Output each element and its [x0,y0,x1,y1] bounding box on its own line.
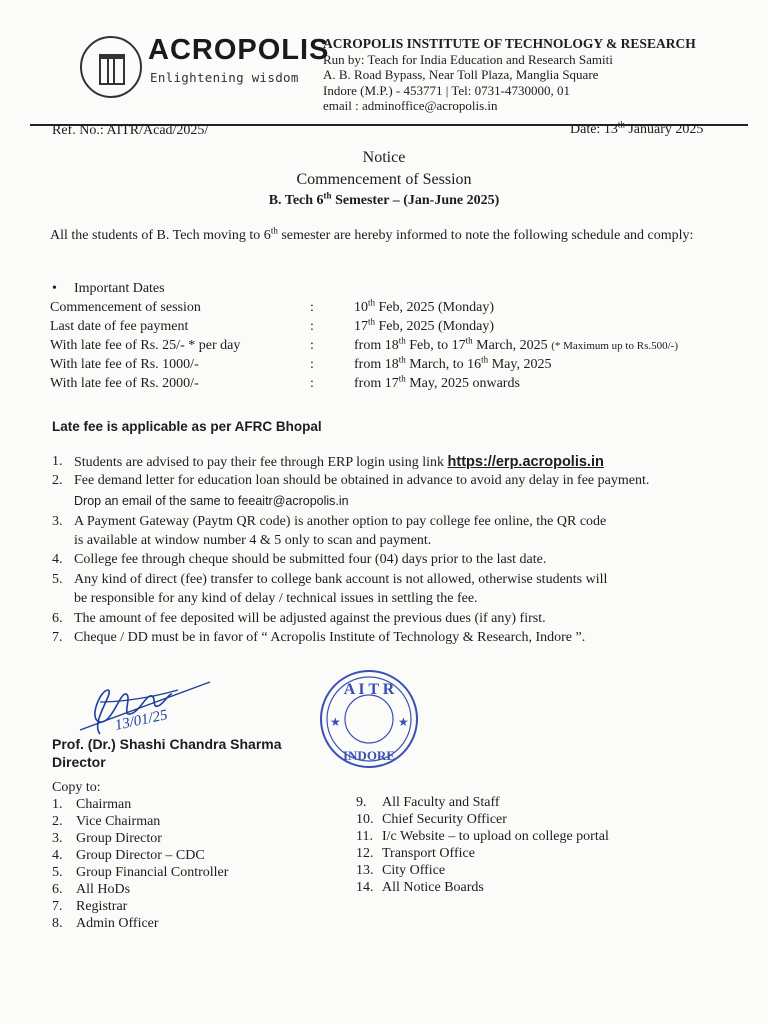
stamp-star-icon: ★ [330,715,341,729]
list-item: 5. Group Financial Controller [52,865,229,880]
notice-date: Date: 13th January 2025 [570,119,704,137]
brand-tagline: Enlightening wisdom [150,70,299,85]
list-item: 2. Vice Chairman [52,814,161,829]
director-signature [60,672,220,742]
email-line: email : adminoffice@acropolis.in [323,98,498,113]
list-item: 7. Registrar [52,899,128,914]
stamp-bottom-text: INDORE [342,748,396,763]
signatory-designation: Director [52,754,106,770]
list-item: 1. Chairman [52,797,132,812]
address-line: A. B. Road Bypass, Near Toll Plaza, Manglia Square [323,67,599,82]
reference-number: Ref. No.: AITR/Acad/2025/ [52,123,209,138]
intro-paragraph: All the students of B. Tech moving to 6th semester are hereby informed to note the following schedule and comply: [50,225,694,243]
stamp-top-text: A I T R [343,681,395,698]
list-item: 6. All HoDs [52,882,131,897]
list-item: 13. City Office [356,863,446,878]
institute-name: ACROPOLIS INSTITUTE OF TECHNOLOGY & RESEARCH [323,36,696,51]
list-item: 10. Chief Security Officer [356,812,507,827]
copy-to-label: Copy to: [52,780,101,795]
list-item: 9. All Faculty and Staff [356,795,500,810]
list-item: 14. All Notice Boards [356,880,484,895]
course-heading: B. Tech 6th Semester – (Jan-June 2025) [268,190,500,208]
list-item: 8. Admin Officer [52,916,159,931]
late-fee-note: Late fee is applicable as per AFRC Bhopal [52,419,322,434]
signatory-block [52,735,282,771]
list-item: 3. Group Director [52,831,162,846]
list-item: 4. Group Director – CDC [52,848,205,863]
institute-stamp [318,668,420,770]
signature-date: 13/01/25 [113,707,170,734]
list-item: 11. I/c Website – to upload on college portal [356,829,609,844]
run-by: Run by: Teach for India Education and Research Samiti [323,51,613,67]
important-dates-heading: • Important Dates [52,281,165,296]
institute-address-block [323,36,696,114]
notice-title: Notice [362,149,406,166]
max-late-fee-note: (* Maximum up to Rs.500/-) [551,340,678,352]
notice-subtitle: Commencement of Session [296,171,472,188]
erp-link[interactable]: https://erp.acropolis.in [447,454,604,470]
city-phone: Indore (M.P.) - 453771 | Tel: 0731-4730000, 01 [323,82,570,98]
stamp-star-icon: ★ [398,715,409,729]
signatory-name: Prof. (Dr.) Shashi Chandra Sharma [52,736,282,752]
brand-name: ACROPOLIS [148,34,330,66]
acropolis-logo-icon [80,36,142,98]
list-item: 12. Transport Office [356,846,475,861]
bullet-icon: • [52,281,57,296]
